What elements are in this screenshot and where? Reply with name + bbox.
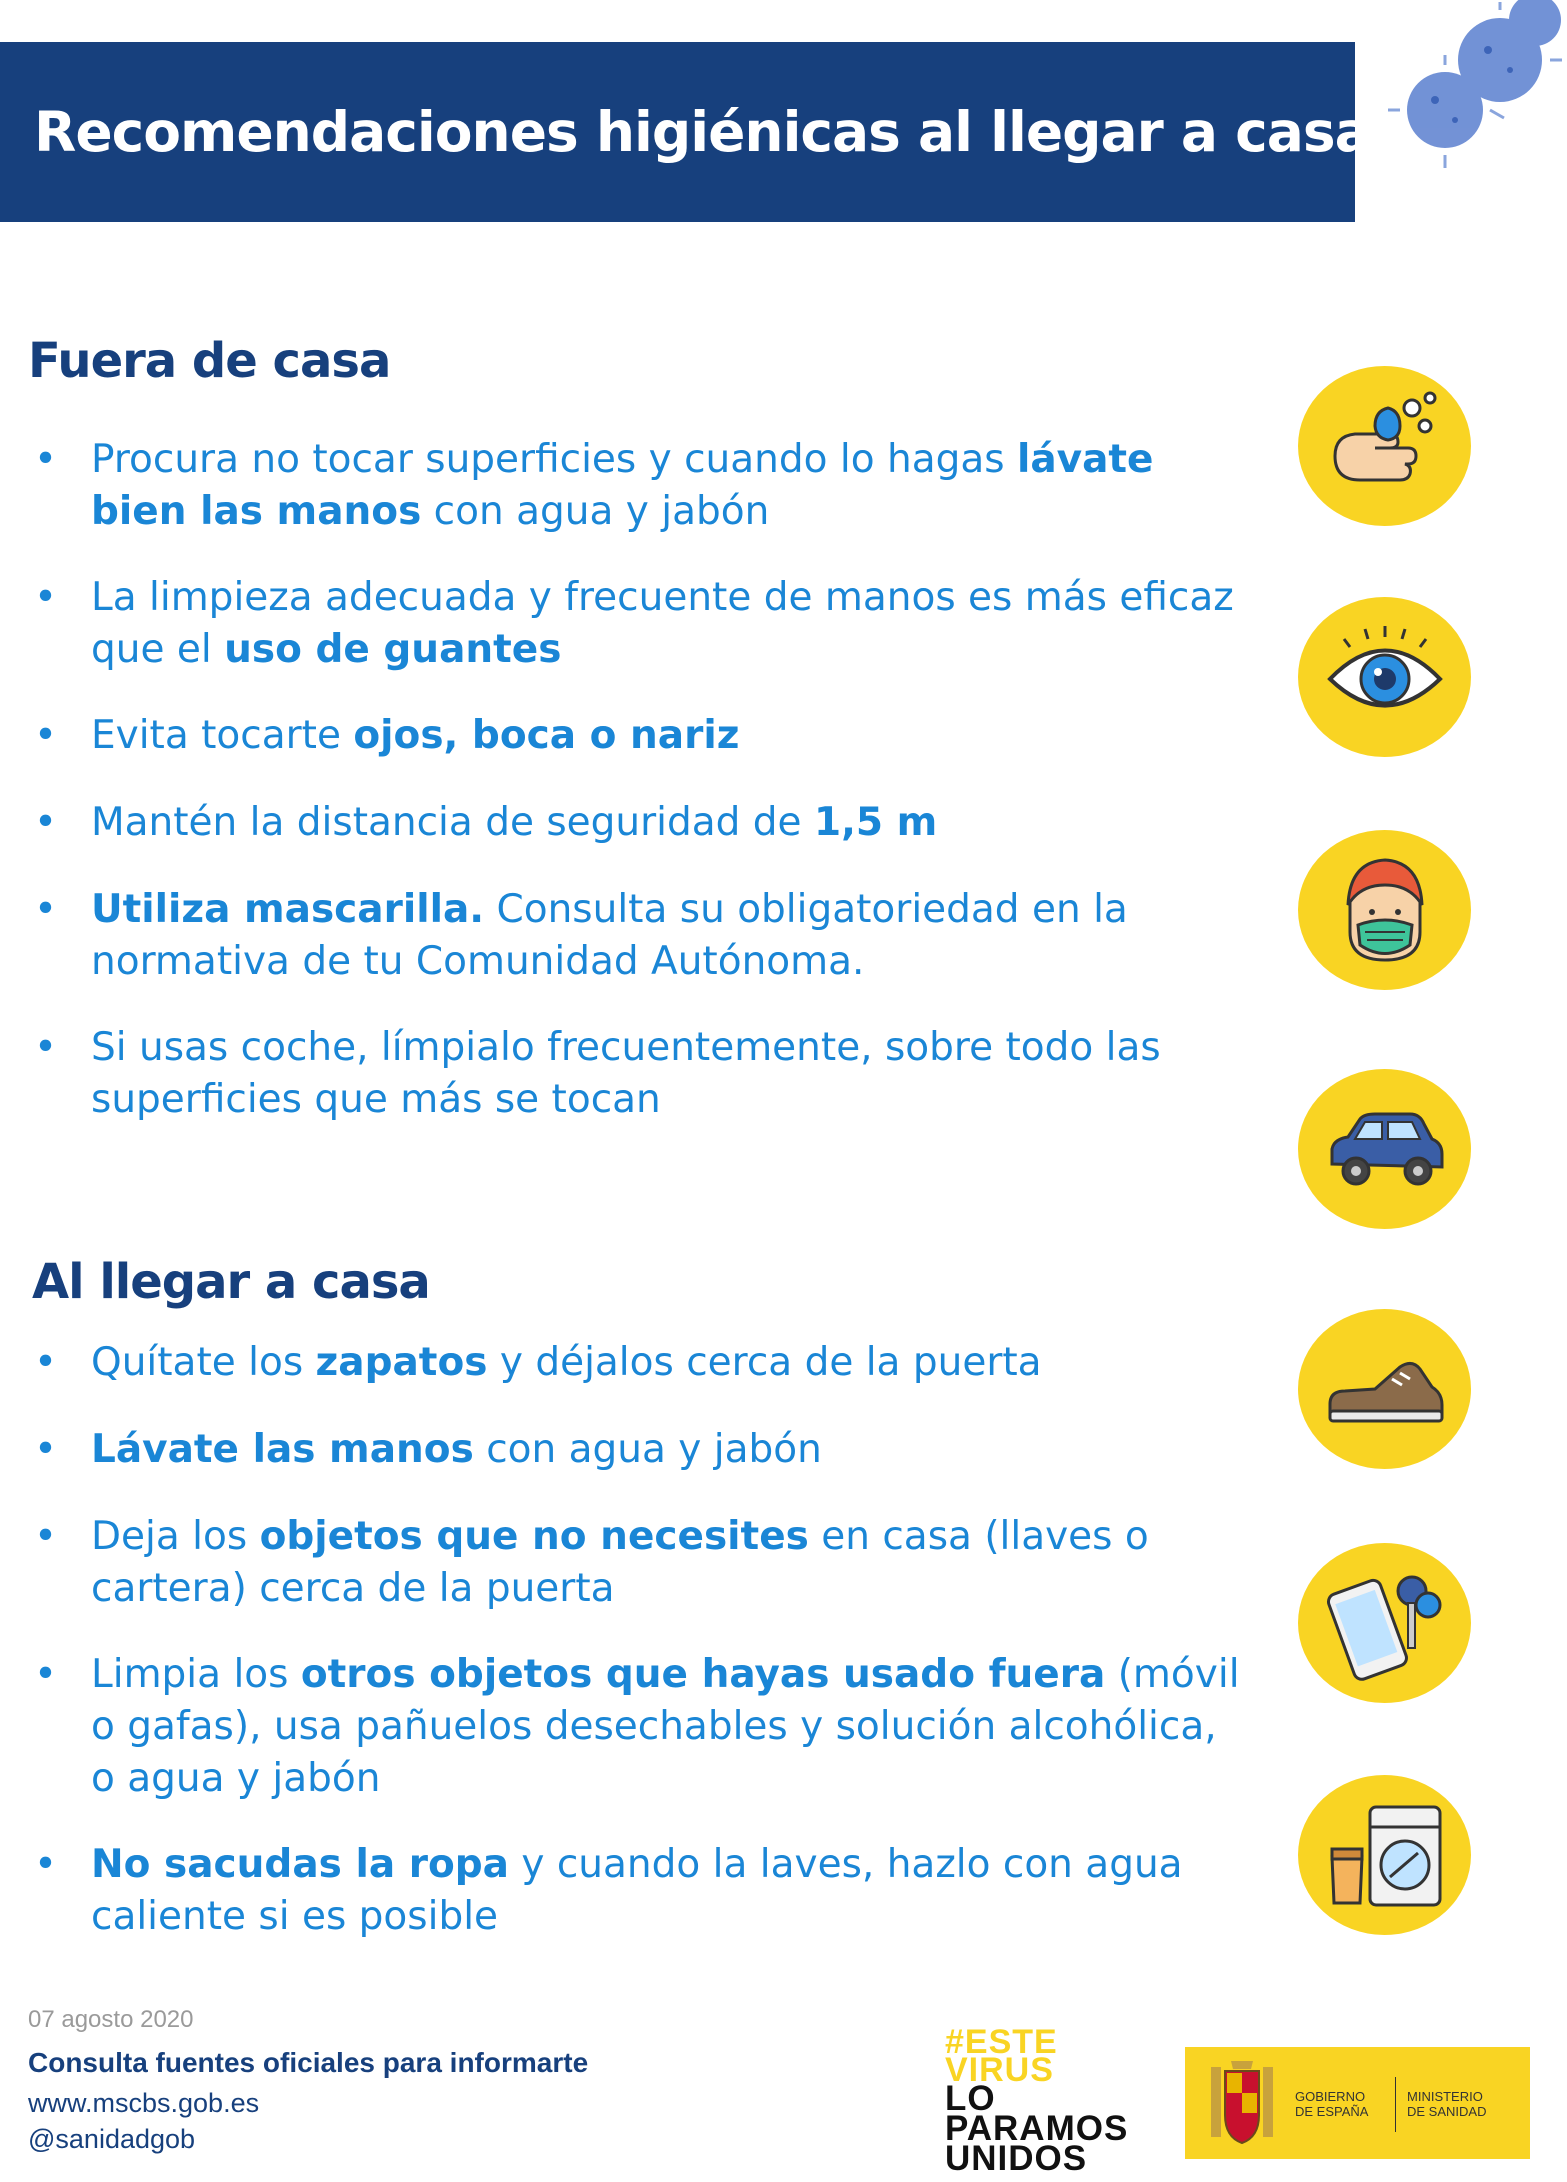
- twitter-handle[interactable]: @sanidadgob: [28, 2124, 196, 2154]
- header-banner: [0, 42, 1371, 222]
- face-mask-icon: [1298, 830, 1471, 990]
- bullet-icon: •: [34, 437, 58, 482]
- list-item-text: Mantén la distancia de seguridad de 1,5 m: [91, 800, 938, 845]
- government-logo: [1185, 2047, 1530, 2159]
- bullet-icon: •: [34, 1025, 58, 1070]
- list-item-text: No sacudas la ropa y cuando la laves, hazlo con agua caliente si es posible: [91, 1842, 1183, 1939]
- bullet-icon: •: [34, 1652, 58, 1697]
- list-item-text: Si usas coche, límpialo frecuentemente, sobre todo las superficies que más se tocan: [91, 1025, 1161, 1122]
- government-label: GOBIERNO DE ESPAÑA: [1295, 2089, 1369, 2119]
- campaign-line: PARAMOS: [945, 2109, 1129, 2148]
- page-title: Recomendaciones higiénicas al llegar a casa: [34, 100, 1371, 164]
- eye-icon: [1298, 597, 1471, 757]
- list-item-text: Evita tocarte ojos, boca o nariz: [91, 713, 740, 758]
- hand-washing-icon: [1298, 366, 1471, 526]
- list-item-text: La limpieza adecuada y frecuente de manos es más eficaz que el uso de guantes: [91, 575, 1234, 672]
- bullet-icon: •: [34, 713, 58, 758]
- virus-decoration-icon: [1370, 0, 1567, 185]
- publication-date: 07 agosto 2020: [28, 2006, 194, 2033]
- coat-of-arms-icon: [1203, 2057, 1281, 2149]
- bullet-icon: •: [34, 800, 58, 845]
- list-item-text: Quítate los zapatos y déjalos cerca de la puerta: [91, 1340, 1042, 1385]
- car-icon: [1298, 1069, 1471, 1229]
- website-link[interactable]: www.mscbs.gob.es: [28, 2088, 260, 2118]
- bullet-icon: •: [34, 1514, 58, 1559]
- section-title-home: Al llegar a casa: [32, 1254, 430, 1310]
- campaign-line: UNIDOS: [945, 2139, 1088, 2178]
- ministry-label: MINISTERIO DE SANIDAD: [1407, 2089, 1487, 2119]
- campaign-line: VIRUS: [945, 2051, 1054, 2089]
- divider: [1395, 2077, 1396, 2132]
- washing-machine-icon: [1298, 1775, 1471, 1935]
- list-item-text: Procura no tocar superficies y cuando lo hagas lávate bien las manos con agua y jabón: [91, 437, 1154, 534]
- section-title-outside: Fuera de casa: [28, 333, 391, 389]
- bullet-icon: •: [34, 1842, 58, 1887]
- list-item-text: Utiliza mascarilla. Consulta su obligatoriedad en la normativa de tu Comunidad Autónoma.: [91, 887, 1128, 984]
- list-item-text: Deja los objetos que no necesites en casa (llaves o cartera) cerca de la puerta: [91, 1514, 1149, 1611]
- bullet-icon: •: [34, 1340, 58, 1385]
- list-item-text: Limpia los otros objetos que hayas usado fuera (móvil o gafas), usa pañuelos desechables y solución alcohólica, o agua y jabón: [91, 1652, 1240, 1801]
- shoe-icon: [1298, 1309, 1471, 1469]
- campaign-line: LO: [945, 2079, 996, 2118]
- consult-notice: Consulta fuentes oficiales para informarte: [28, 2047, 589, 2078]
- bullet-icon: •: [34, 887, 58, 932]
- bullet-icon: •: [34, 1427, 58, 1472]
- campaign-logo: [945, 2023, 1165, 2178]
- list-item-text: Lávate las manos con agua y jabón: [91, 1427, 822, 1472]
- bullet-icon: •: [34, 575, 58, 620]
- campaign-line: #ESTE: [945, 2023, 1058, 2061]
- phone-keys-icon: [1298, 1543, 1471, 1703]
